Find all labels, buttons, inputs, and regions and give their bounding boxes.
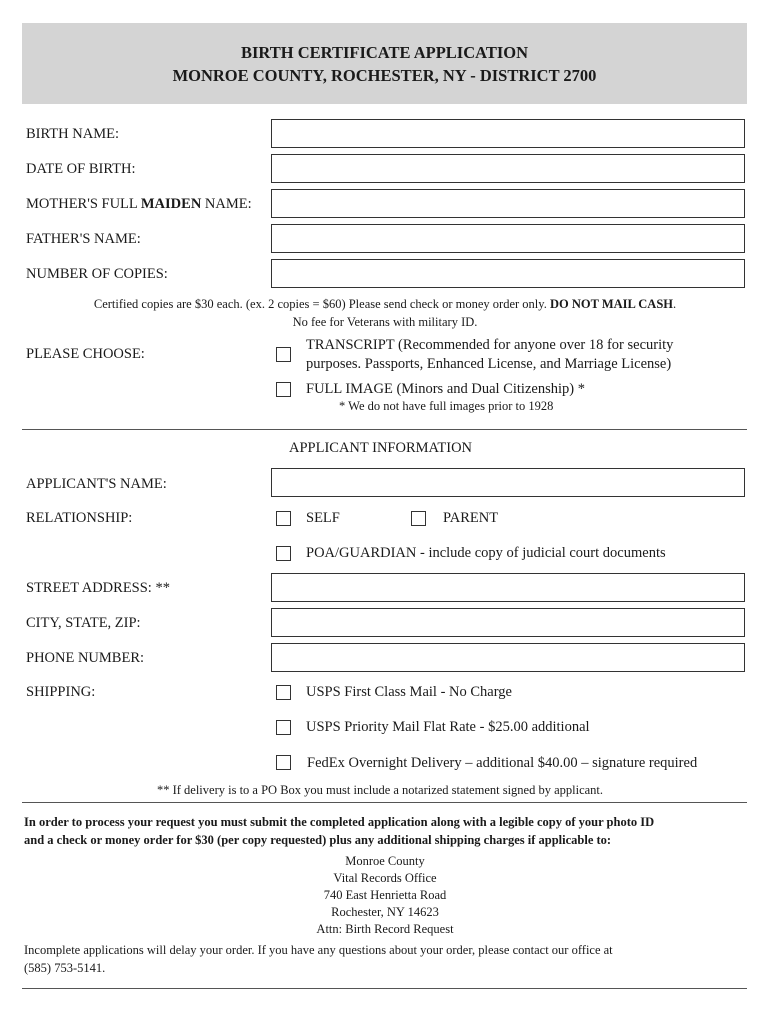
shipping-label: SHIPPING: (26, 684, 96, 700)
date-of-birth-label: DATE OF BIRTH: (26, 161, 136, 177)
birth-name-field[interactable] (271, 119, 745, 148)
usps-first-class-option: USPS First Class Mail - No Charge (306, 684, 512, 700)
applicant-section-title: APPLICANT INFORMATION (289, 440, 473, 456)
city-state-zip-label: CITY, STATE, ZIP: (26, 615, 141, 631)
self-checkbox[interactable] (276, 511, 291, 526)
full-image-option: FULL IMAGE (Minors and Dual Citizenship) * (306, 381, 585, 397)
usps-first-class-checkbox[interactable] (276, 685, 291, 700)
form-subtitle: MONROE COUNTY, ROCHESTER, NY - DISTRICT 2700 (172, 66, 597, 85)
usps-priority-option: USPS Priority Mail Flat Rate - $25.00 additional (306, 719, 590, 735)
fedex-overnight-option: FedEx Overnight Delivery – additional $40.00 – signature required (307, 755, 698, 771)
transcript-option-line1: TRANSCRIPT (Recommended for anyone over 18 for security (306, 337, 674, 353)
street-address-field[interactable] (271, 573, 745, 602)
mothers-maiden-name-field[interactable] (271, 189, 745, 218)
transcript-checkbox[interactable] (276, 347, 291, 362)
full-image-note: * We do not have full images prior to 1928 (339, 399, 554, 413)
footer-note-line1: Incomplete applications will delay your order. If you have any questions about your order, please contact our office at (24, 943, 613, 957)
fee-note: Certified copies are $30 each. (ex. 2 copies = $60) Please send check or money order only. DO NOT MAIL CASH. (93, 297, 677, 311)
phone-number-field[interactable] (271, 643, 745, 672)
poa-guardian-option: POA/GUARDIAN - include copy of judicial court documents (306, 545, 666, 561)
address-line-1: Monroe County (345, 854, 425, 868)
parent-option: PARENT (443, 510, 499, 526)
parent-checkbox[interactable] (411, 511, 426, 526)
applicant-name-label: APPLICANT'S NAME: (26, 476, 167, 492)
full-image-checkbox[interactable] (276, 382, 291, 397)
date-of-birth-field[interactable] (271, 154, 745, 183)
birth-name-label: BIRTH NAME: (26, 126, 119, 142)
fathers-name-label: FATHER'S NAME: (26, 231, 141, 247)
address-line-4: Rochester, NY 14623 (331, 905, 439, 919)
phone-number-label: PHONE NUMBER: (26, 650, 145, 666)
address-line-5: Attn: Birth Record Request (316, 922, 454, 936)
poa-guardian-checkbox[interactable] (276, 546, 291, 561)
section-divider (22, 429, 747, 430)
transcript-option-line2: purposes. Passports, Enhanced License, and Marriage License) (306, 356, 672, 372)
street-address-label: STREET ADDRESS: ** (26, 580, 170, 596)
form-header (22, 23, 747, 104)
number-of-copies-label: NUMBER OF COPIES: (26, 266, 168, 282)
address-line-3: 740 East Henrietta Road (323, 888, 447, 902)
fedex-overnight-checkbox[interactable] (276, 755, 291, 770)
bottom-divider (22, 988, 747, 989)
veterans-note: No fee for Veterans with military ID. (292, 315, 478, 329)
instructions-divider (22, 802, 747, 803)
applicant-name-field[interactable] (271, 468, 745, 497)
fathers-name-field[interactable] (271, 224, 745, 253)
please-choose-label: PLEASE CHOOSE: (26, 346, 145, 362)
number-of-copies-field[interactable] (271, 259, 745, 288)
footer-note-line2: (585) 753-5141. (24, 961, 106, 975)
instructions-line2: and a check or money order for $30 (per copy requested) plus any additional shipping charges if applicable to: (24, 833, 612, 847)
po-box-note: ** If delivery is to a PO Box you must include a notarized statement signed by applicant. (156, 783, 604, 797)
mothers-maiden-name-label: MOTHER'S FULL MAIDEN NAME: (26, 196, 252, 212)
self-option: SELF (306, 510, 340, 526)
relationship-label: RELATIONSHIP: (26, 510, 133, 526)
address-line-2: Vital Records Office (333, 871, 437, 885)
usps-priority-checkbox[interactable] (276, 720, 291, 735)
form-title: BIRTH CERTIFICATE APPLICATION (240, 43, 529, 62)
instructions-line1: In order to process your request you must submit the completed application along with a legible copy of your photo ID (24, 815, 655, 829)
city-state-zip-field[interactable] (271, 608, 745, 637)
